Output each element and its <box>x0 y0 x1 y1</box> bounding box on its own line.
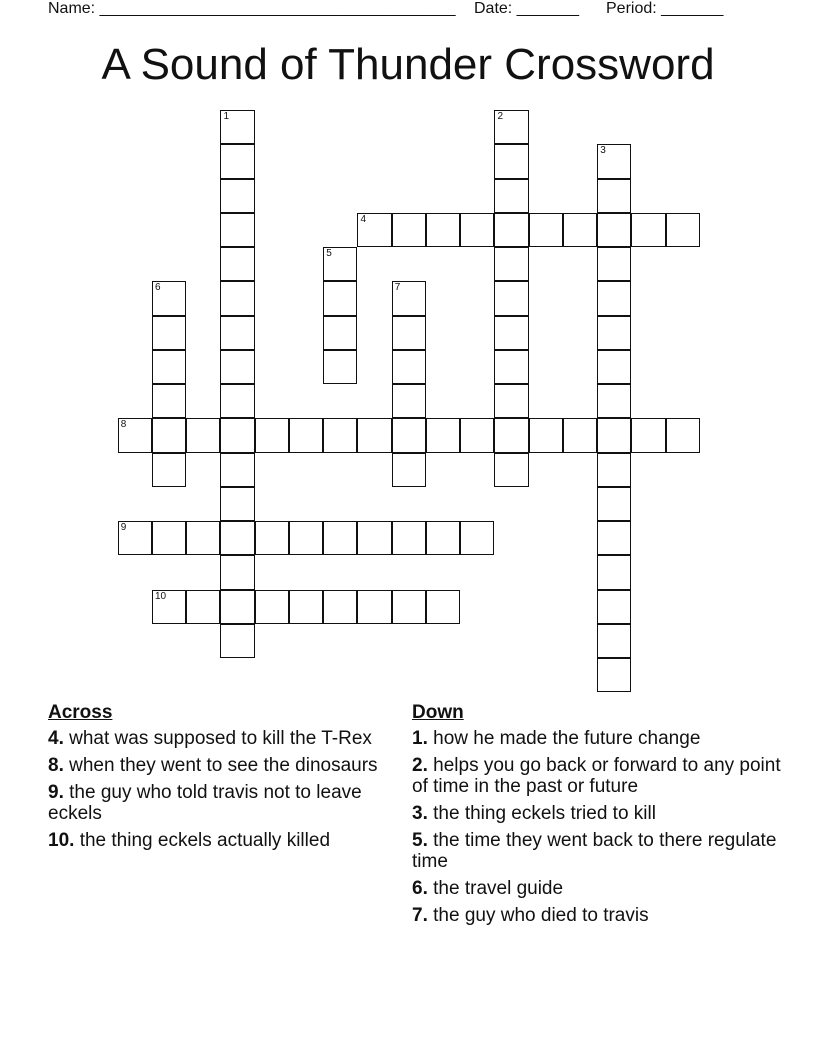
grid-cell[interactable] <box>597 590 631 624</box>
grid-cell[interactable] <box>186 590 220 624</box>
grid-cell[interactable] <box>529 418 563 452</box>
grid-cell[interactable] <box>460 418 494 452</box>
grid-cell[interactable] <box>494 453 528 487</box>
grid-cell[interactable] <box>597 521 631 555</box>
down-clue-6 <box>412 878 782 899</box>
grid-cell[interactable] <box>494 316 528 350</box>
grid-cell[interactable] <box>118 521 152 555</box>
grid-cell[interactable] <box>255 521 289 555</box>
grid-cell[interactable] <box>494 247 528 281</box>
down-clue-3 <box>412 803 782 824</box>
grid-cell[interactable] <box>494 418 528 452</box>
clue-number: 10. <box>48 830 75 851</box>
clue-number: 7. <box>412 905 428 926</box>
grid-cell[interactable] <box>255 590 289 624</box>
grid-cell[interactable] <box>357 521 391 555</box>
grid-cell[interactable] <box>597 453 631 487</box>
grid-cell[interactable] <box>220 487 254 521</box>
grid-cell[interactable] <box>220 418 254 452</box>
clue-text: the travel guide <box>433 878 564 899</box>
clue-text: what was supposed to kill the T-Rex <box>69 728 372 749</box>
cell-number: 3 <box>600 145 606 157</box>
cell-number: 8 <box>120 419 127 431</box>
grid-cell[interactable] <box>152 453 186 487</box>
clue-number: 5. <box>412 830 428 851</box>
across-clue-9 <box>48 782 388 824</box>
clue-number: 8. <box>48 755 64 776</box>
grid-cell[interactable] <box>426 213 460 247</box>
grid-cell[interactable] <box>426 521 460 555</box>
grid-cell[interactable] <box>494 384 528 418</box>
grid-cell[interactable] <box>597 487 631 521</box>
grid-cell[interactable] <box>392 590 426 624</box>
grid-cell[interactable] <box>392 213 426 247</box>
cell-number: 9 <box>120 522 127 533</box>
down-clues <box>412 702 782 932</box>
grid-cell[interactable] <box>597 247 631 281</box>
period-field-label: Period: _______ <box>606 0 724 17</box>
grid-cell[interactable] <box>220 624 254 658</box>
grid-cell[interactable] <box>597 179 631 213</box>
down-heading: Down <box>412 702 464 723</box>
grid-cell[interactable] <box>357 213 391 247</box>
grid-cell[interactable] <box>323 521 357 555</box>
grid-cell[interactable] <box>220 384 254 418</box>
clue-text: the guy who died to travis <box>433 905 649 926</box>
grid-cell[interactable] <box>494 179 528 213</box>
grid-cell[interactable] <box>597 316 631 350</box>
grid-cell[interactable] <box>289 590 323 624</box>
date-field-label: Date: _______ <box>474 0 579 17</box>
grid-cell[interactable] <box>323 281 357 315</box>
grid-cell[interactable] <box>494 144 528 178</box>
clue-text: how he made the future change <box>433 728 701 749</box>
grid-cell[interactable] <box>597 281 631 315</box>
grid-cell[interactable] <box>220 453 254 487</box>
cell-number: 7 <box>394 282 401 294</box>
grid-cell[interactable] <box>392 521 426 555</box>
grid-cell[interactable] <box>220 247 254 281</box>
grid-cell[interactable] <box>494 213 528 247</box>
grid-cell[interactable] <box>152 281 186 315</box>
grid-cell[interactable] <box>220 144 254 178</box>
grid-cell[interactable] <box>118 418 152 452</box>
grid-cell[interactable] <box>220 555 254 589</box>
grid-cell[interactable] <box>152 350 186 384</box>
grid-cell[interactable] <box>186 521 220 555</box>
grid-cell[interactable] <box>392 350 426 384</box>
grid-cell[interactable] <box>220 590 254 624</box>
grid-cell[interactable] <box>152 384 186 418</box>
grid-cell[interactable] <box>392 384 426 418</box>
grid-cell[interactable] <box>597 213 631 247</box>
grid-cell[interactable] <box>426 590 460 624</box>
grid-cell[interactable] <box>494 350 528 384</box>
cell-number: 6 <box>154 282 161 294</box>
grid-cell[interactable] <box>426 418 460 452</box>
grid-cell[interactable] <box>597 624 631 658</box>
grid-cell[interactable] <box>597 555 631 589</box>
grid-cell[interactable] <box>323 418 357 452</box>
grid-cell[interactable] <box>392 453 426 487</box>
grid-cell[interactable] <box>220 179 254 213</box>
grid-cell[interactable] <box>152 590 186 624</box>
grid-cell[interactable] <box>392 316 426 350</box>
cell-number: 1 <box>223 111 229 122</box>
cell-number: 2 <box>497 111 503 122</box>
clue-text: the thing eckels actually killed <box>79 830 331 851</box>
cell-number: 10 <box>154 590 167 602</box>
cell-number: 5 <box>326 248 332 259</box>
grid-cell[interactable] <box>289 521 323 555</box>
across-clues <box>48 702 388 857</box>
clue-text: the thing eckels tried to kill <box>433 803 656 824</box>
grid-cell[interactable] <box>357 590 391 624</box>
grid-cell[interactable] <box>152 521 186 555</box>
grid-cell[interactable] <box>220 110 254 144</box>
grid-cell[interactable] <box>460 213 494 247</box>
grid-cell[interactable] <box>220 213 254 247</box>
clue-number: 3. <box>412 803 428 824</box>
grid-cell[interactable] <box>323 590 357 624</box>
clue-number: 6. <box>412 878 428 899</box>
down-clue-2 <box>412 755 782 797</box>
clue-number: 9. <box>48 782 64 803</box>
down-clue-7 <box>412 905 782 926</box>
grid-cell[interactable] <box>597 350 631 384</box>
clue-number: 2. <box>412 755 428 776</box>
grid-cell[interactable] <box>494 281 528 315</box>
grid-cell[interactable] <box>563 418 597 452</box>
down-clue-5 <box>412 830 782 872</box>
grid-cell[interactable] <box>392 418 426 452</box>
across-heading: Across <box>48 702 113 723</box>
clue-text: helps you go back or forward to any point of time in the past or future <box>412 755 781 797</box>
across-clue-8 <box>48 755 388 776</box>
grid-cell[interactable] <box>220 316 254 350</box>
grid-cell[interactable] <box>289 418 323 452</box>
grid-cell[interactable] <box>597 418 631 452</box>
grid-cell[interactable] <box>597 144 631 178</box>
clue-number: 1. <box>412 728 428 749</box>
grid-cell[interactable] <box>666 418 700 452</box>
grid-cell[interactable] <box>631 213 665 247</box>
grid-cell[interactable] <box>152 418 186 452</box>
grid-cell[interactable] <box>357 418 391 452</box>
grid-cell[interactable] <box>631 418 665 452</box>
across-clue-10 <box>48 830 388 851</box>
cell-number: 4 <box>360 213 366 225</box>
clue-text: the guy who told travis not to leave eckels <box>48 782 362 824</box>
grid-cell[interactable] <box>597 384 631 418</box>
across-clue-4 <box>48 728 388 749</box>
clue-text: the time they went back to there regulate time <box>412 830 777 872</box>
down-clue-1 <box>412 728 782 749</box>
grid-cell[interactable] <box>152 316 186 350</box>
grid-cell[interactable] <box>494 110 528 144</box>
grid-cell[interactable] <box>220 350 254 384</box>
grid-cell[interactable] <box>597 658 631 692</box>
grid-cell[interactable] <box>220 281 254 315</box>
page-title: A Sound of Thunder Crossword <box>101 40 715 89</box>
grid-cell[interactable] <box>323 316 357 350</box>
grid-cell[interactable] <box>460 521 494 555</box>
grid-cell[interactable] <box>323 350 357 384</box>
grid-cell[interactable] <box>563 213 597 247</box>
grid-cell[interactable] <box>255 418 289 452</box>
name-field-label: Name: ________________________________________ <box>48 0 456 17</box>
clue-text: when they went to see the dinosaurs <box>69 755 378 776</box>
grid-cell[interactable] <box>323 247 357 281</box>
grid-cell[interactable] <box>392 281 426 315</box>
clue-number: 4. <box>48 728 64 749</box>
grid-cell[interactable] <box>220 521 254 555</box>
grid-cell[interactable] <box>666 213 700 247</box>
grid-cell[interactable] <box>186 418 220 452</box>
grid-cell[interactable] <box>529 213 563 247</box>
